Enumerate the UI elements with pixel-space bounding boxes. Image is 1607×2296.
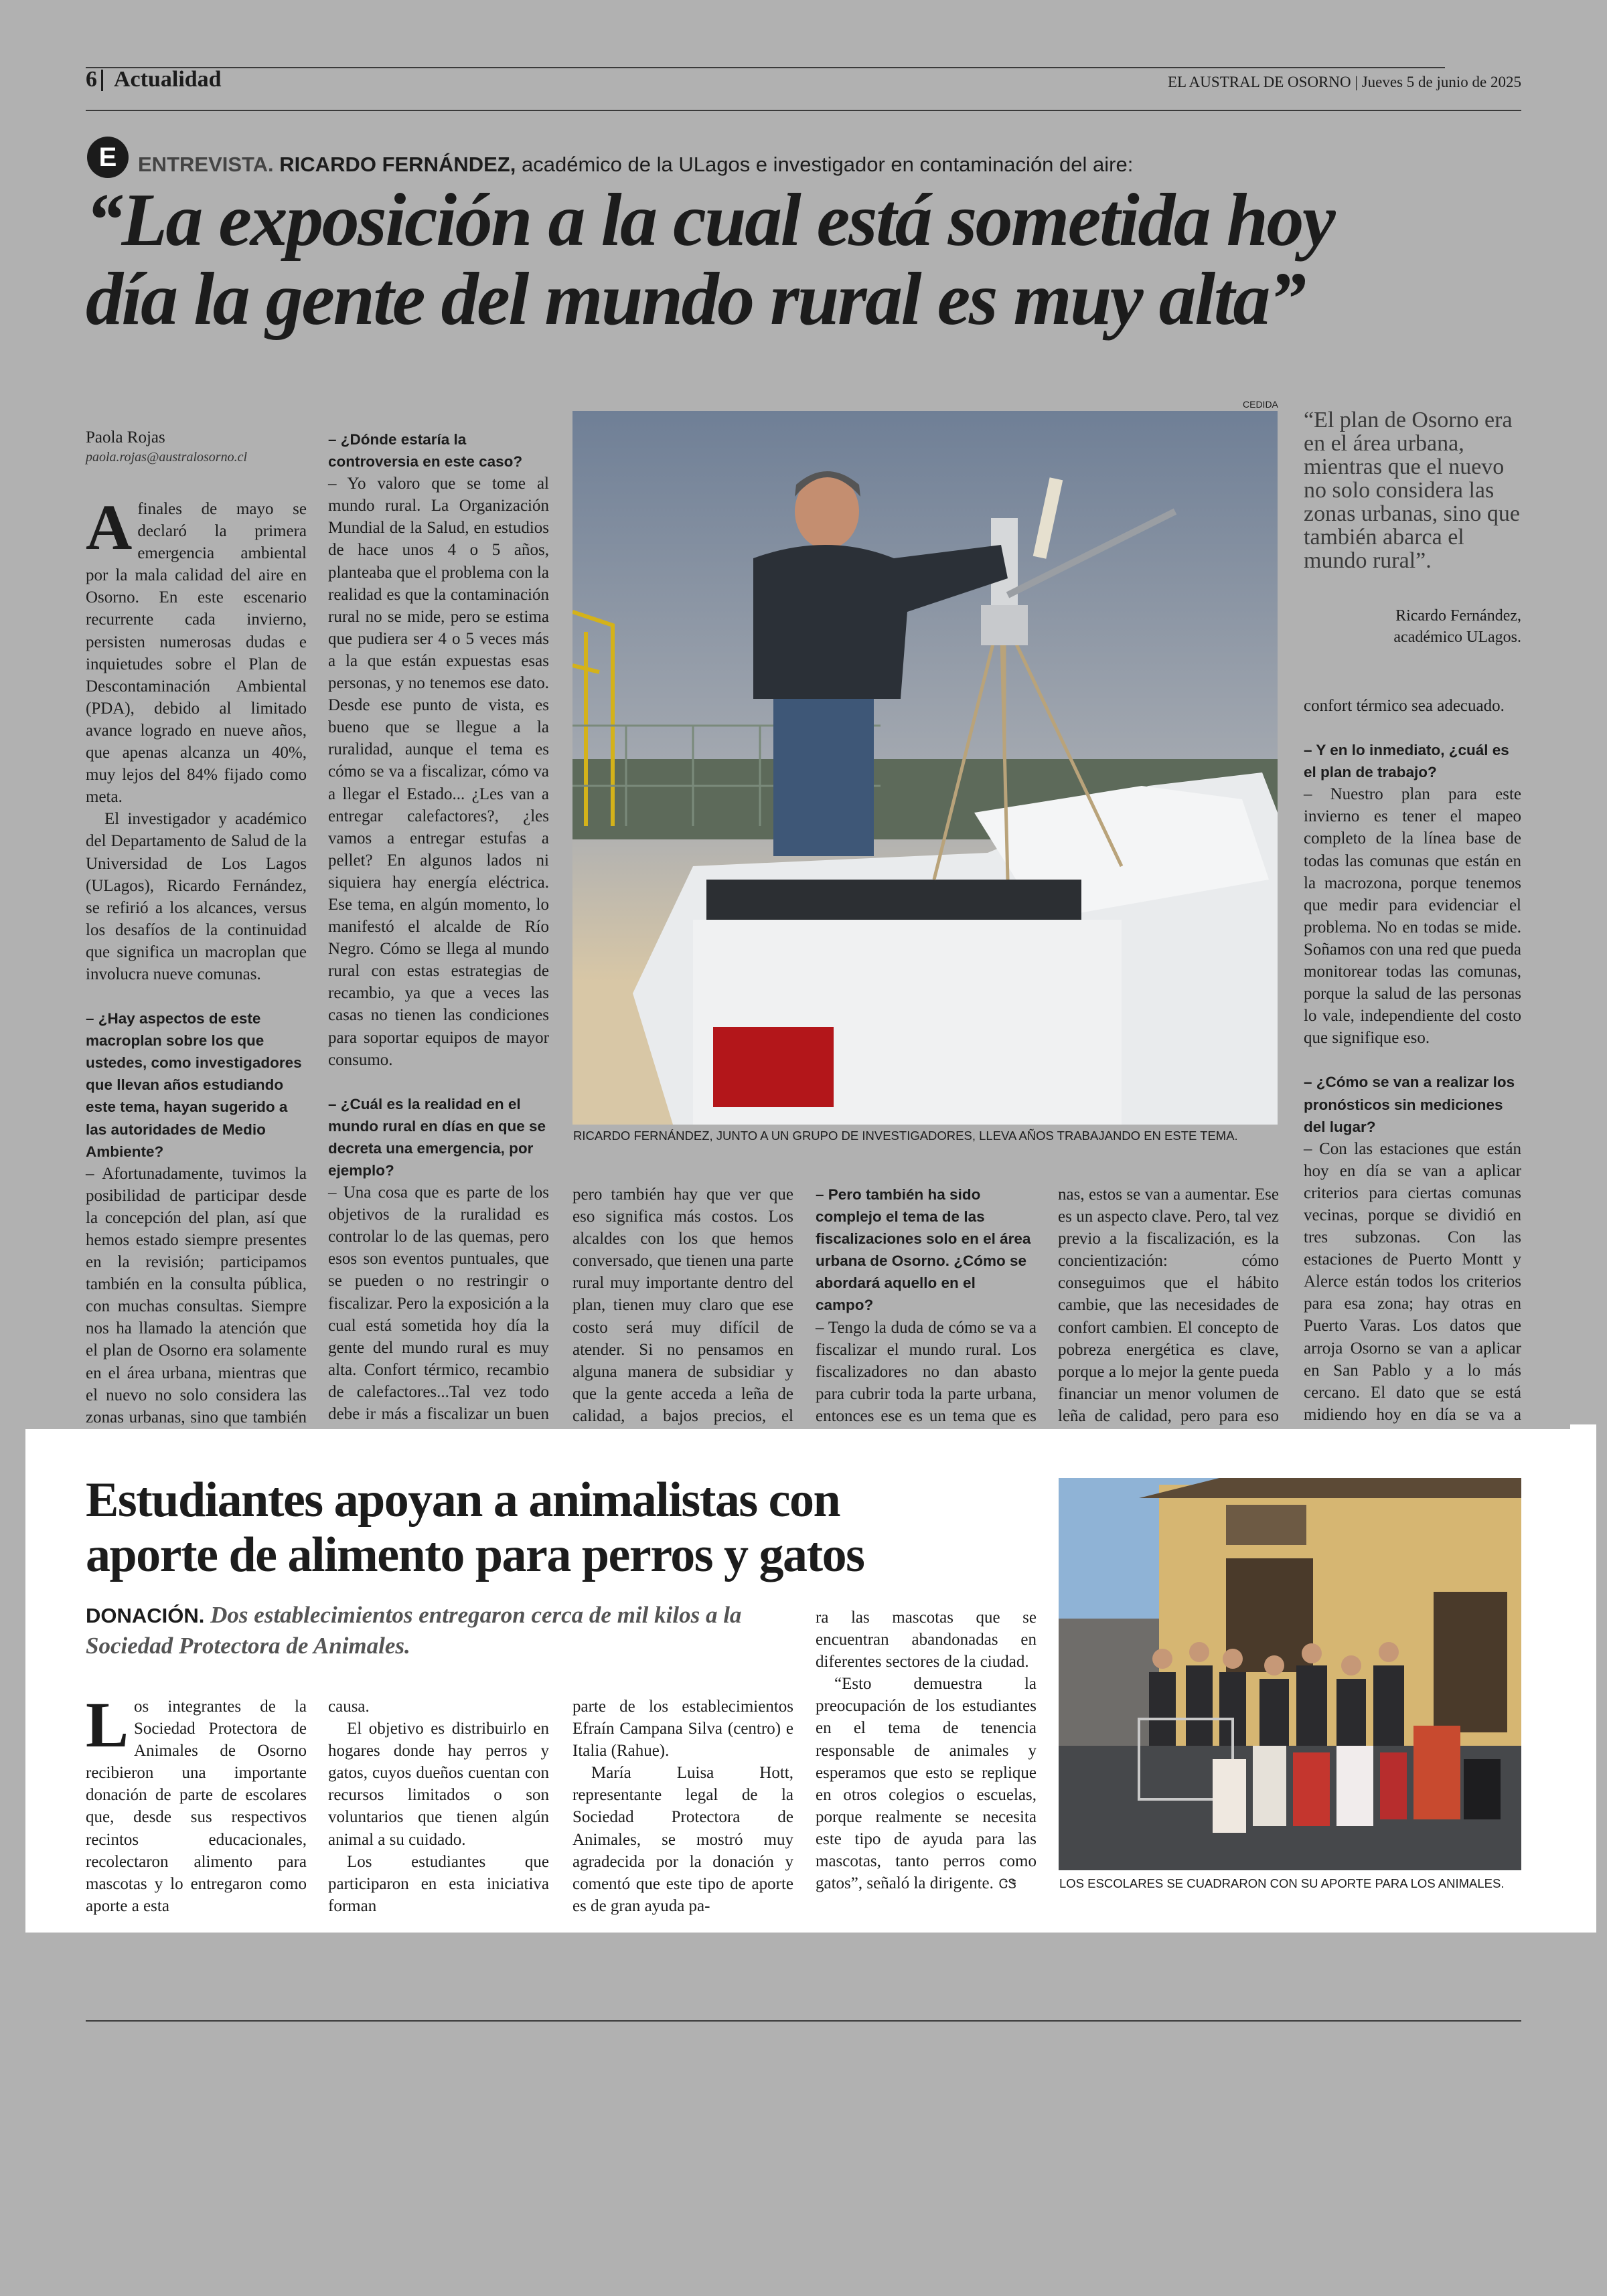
donation-box-notch — [1570, 1424, 1596, 1431]
donation-kicker-label: DONACIÓN. — [86, 1604, 205, 1627]
donation-headline — [86, 1473, 864, 1582]
byline — [86, 428, 247, 465]
photo-students-with-pet-food — [1059, 1478, 1521, 1870]
paragraph: pero también hay que ver que eso significa más costos. Los alcaldes con los que hemos conversado, que tienen una parte rural muy importante dentro del plan, tienen muy claro que ese costo será muy difícil de atender. Si no pensamos en alguna manera de subsidiar y que la gente acceda a leña de calidad, a bajos precios, el — [572, 1185, 793, 1425]
page-number: 6 — [86, 67, 97, 92]
interview-photo — [572, 411, 1278, 1125]
header-top-rule — [86, 67, 1445, 68]
answer: – Yo valoro que se tome al mundo rural. La Organización Mundial de la Salud, en estudios de hace unos 4 o 5 años, planteaba que el problema con la realidad es que la contaminación rural no se mide, pero se estima que pudiera ser 4 o 5 veces más a la que están expuestas esas personas, y no tenemos ese dato. Desde ese punto de vista, es bueno que se llegue a la ruralidad, aunque el tema es cómo se va a fiscalizar, cómo va a llegar el Estado... ¿Les van a entregar calefactores?, ¿les vamos a entregar estufas a pellet? En algunos lados ni siquiera hay energía eléctrica. Ese tema, en algún momento, lo manifestó el alcalde de Río Negro. Cómo se llega al mundo rural con estas estrategias de recambio, ya que a veces las casas no tienen las condiciones para soportar equipos de mayor consumo. — [328, 475, 549, 1069]
question: – Y en lo inmediato, ¿cuál es el plan de trabajo? — [1304, 742, 1509, 781]
answer: – Tengo la duda de cómo se va a fiscalizar el mundo rural. Los fiscalizadores no dan abasto para cubrir toda la parte urbana, entonces ese es un tema que es — [816, 1318, 1037, 1425]
masthead: EL AUSTRAL DE OSORNO — [1167, 74, 1351, 90]
kicker-description: académico de la ULagos e investigador en contaminación del aire: — [521, 153, 1134, 176]
end-mark: ᏣᏕ — [998, 1877, 1017, 1892]
donation-kicker-text: Dos establecimientos entregaron cerca de mil kilos a la Sociedad Protectora de Animales. — [86, 1602, 742, 1659]
section-name: Actualidad — [114, 67, 222, 92]
donation-headline-line-1: Estudiantes apoyan a animalistas con — [86, 1473, 840, 1528]
photo-researcher-with-air-monitor — [572, 411, 1278, 1125]
pull-quote-name: Ricardo Fernández, — [1395, 607, 1521, 625]
question: – Pero también ha sido complejo el tema de las fiscalizaciones solo en el área urbana de Osorno. ¿Cómo se abordará aquello en el campo? — [816, 1186, 1031, 1314]
header-separator — [101, 70, 103, 91]
interview-headline — [86, 181, 1334, 339]
paragraph: causa. — [328, 1698, 370, 1716]
answer — [1304, 1138, 1521, 1471]
paragraph: El investigador y académico del Departamento de Salud de la Universidad de Los Lagos (ULagos), Ricardo Fernández, se refirió a los alcances, versus los desafíos de la continuidad que significa un macroplan que involucra nueve comunas. — [86, 810, 307, 983]
answer: – Afortunadamente, tuvimos la posibilidad de participar desde la concepción del plan, así que hemos estado siempre presentes en la revisión; participamos también en la consulta pública, con muchas consultas. Siempre nos ha llamado la atención que el plan de Osorno era solamente en el área urbana, mientras que el nuevo no solo considera las zonas urbanas, sino que también — [86, 1164, 307, 1426]
answer: – Una cosa que es parte de los objetivos de la ruralidad es controlar lo de las quemas, pero esos son eventos puntuales, que se pueden o no restringir o fiscalizar. Pero la exposición a la cual está sometida hoy día la gente del mundo rural es muy alta. Confort térmico, recambio de calefactores...Tal vez todo debe ir más a fiscalizar un buen — [328, 1183, 549, 1424]
paragraph: “Esto demuestra la preocupación de los estudiantes en el tema de tenencia responsable de animales y esperamos que esto se replique en otros colegios o escuelas, porque realmente se necesita este tipo de ayuda para las mascotas, tanto perros como gatos”, señaló la dirigente. — [816, 1675, 1037, 1893]
dropcap: L — [86, 1689, 129, 1760]
answer: – Nuestro plan para este invierno es tener el mapeo completo de la línea base de todas las comunas que están en la macrozona, porque tenemos que medir para evidenciar el problema. No en todas se mide. Soñamos con una red que pueda monitorear todas las comunas, porque la salud de las personas lo vale, independiente del costo que signifique eso. — [1304, 785, 1521, 1048]
interview-column-4 — [816, 1183, 1037, 1471]
donation-photo-caption: LOS ESCOLARES SE CUADRARON CON SU APORTE PARA LOS ANIMALES. — [1059, 1876, 1505, 1890]
paragraph: El objetivo es distribuirlo en hogares donde hay perros y gatos, cuyos dueños cuentan con recursos limitados o son voluntarios que tienen algún animal a su cuidado. — [328, 1720, 549, 1849]
paragraph: nas, estos se van a aumentar. Ese es un aspecto clave. Pero, tal vez previo a la fiscalización, es la concientización: cómo conseguimos que el hábito cambie, que las necesidades de confort cambien. El concepto de pobreza energética es clave, porque a lo mejor la gente pueda financiar un menor volumen de leña de calidad, pero para eso — [1058, 1185, 1279, 1425]
interview-photo-caption: RICARDO FERNÁNDEZ, JUNTO A UN GRUPO DE INVESTIGADORES, LLEVA AÑOS TRABAJANDO EN ESTE TEMA. — [573, 1129, 1238, 1143]
interview-column-3 — [572, 1183, 793, 1449]
donation-headline-line-2: aporte de alimento para perros y gatos — [86, 1528, 864, 1582]
interview-column-6 — [1304, 695, 1521, 1471]
lead-paragraph: finales de mayo se declaró la primera emergencia ambiental por la mala calidad del aire en Osorno. En este escenario recurrente cada invierno, persisten numerosas dudas e inquietudes sobre el Plan de Descontaminación Ambiental (PDA), debido al limitado avance logrado en nueve años, que apenas alcanza un 40%, muy lejos del 84% fijado como meta. — [86, 500, 307, 807]
interview-badge-letter: E — [98, 143, 117, 172]
donation-column-4 — [816, 1607, 1037, 1896]
donation-column-3 — [572, 1696, 793, 1917]
donation-column-2 — [328, 1696, 549, 1917]
donation-photo — [1059, 1478, 1521, 1870]
author-name: Paola Rojas — [86, 428, 165, 446]
masthead-separator: | — [1355, 74, 1358, 90]
paragraph: María Luisa Hott, representante legal de la Sociedad Protectora de Animales, se mostró muy agradecida por la donación y comentó que este tipo de aporte es de gran ayuda pa- — [572, 1764, 793, 1915]
issue-date: Jueves 5 de junio de 2025 — [1361, 74, 1521, 90]
question: – ¿Dónde estaría la controversia en este caso? — [328, 431, 523, 471]
question: – ¿Cuál es la realidad en el mundo rural en días en que se decreta una emergencia, por ejemplo? — [328, 1095, 546, 1179]
question: – ¿Cómo se van a realizar los pronósticos sin mediciones del lugar? — [1304, 1074, 1515, 1135]
header-bottom-rule — [86, 110, 1521, 111]
question: – ¿Hay aspectos de este macroplan sobre los que ustedes, como investigadores que llevan años estudiando este tema, hayan sugerido a las autoridades de Medio Ambiente? — [86, 1010, 302, 1160]
interview-column-5 — [1058, 1183, 1279, 1449]
interview-column-2 — [328, 428, 549, 1469]
page-bottom-rule — [86, 2020, 1521, 2022]
interview-column-1 — [86, 491, 307, 1473]
headline-line-1: “La exposición a la cual está sometida hoy — [86, 179, 1334, 262]
paragraph: confort térmico sea adecuado. — [1304, 697, 1505, 715]
donation-kicker — [86, 1600, 795, 1661]
kicker-label: ENTREVISTA. — [138, 153, 274, 176]
masthead-line — [1168, 74, 1521, 91]
headline-line-2: día la gente del mundo rural es muy alta” — [86, 258, 1305, 341]
pull-quote: “El plan de Osorno era en el área urbana, mientras que el nuevo no solo considera las zonas urbanas, sino que también abarca el mundo rural”. — [1304, 408, 1520, 573]
pull-quote-role: académico ULagos. — [1393, 629, 1521, 646]
paragraph: Los estudiantes que participaron en esta iniciativa forman — [328, 1852, 549, 1915]
paragraph: ra las mascotas que se encuentran abandonadas en diferentes sectores de la ciudad. — [816, 1609, 1037, 1671]
lead-paragraph: os integrantes de la Sociedad Protectora de Animales de Osorno recibieron una importante donación de parte de escolares que, desde sus respectivos recintos educacionales, recolectaron alimento para mascotas y lo entregaron como aporte a esta — [86, 1698, 307, 1915]
paragraph: parte de los establecimientos Efraín Campana Silva (centro) e Italia (Rahue). — [572, 1698, 793, 1760]
interview-kicker — [138, 153, 1133, 177]
donation-column-1 — [86, 1689, 307, 1917]
photo-credit: CEDIDA — [1243, 399, 1278, 410]
pull-quote-attribution — [1304, 605, 1521, 648]
author-email: paola.rojas@australosorno.cl — [86, 450, 248, 465]
interview-badge — [87, 137, 129, 178]
answer-text: – Con las estaciones que están hoy en día se van a aplicar criterios para ciertas comunas vecinas, porque se dividió en tres subzonas. Con las estaciones de Puerto Montt y Alerce están todos los criterios para esa zona; hay otras en Puerto Varas. Los datos que arroja Osorno se van a aplicar en San Pablo y a lo más cercano. El dato que se está midiendo hoy en día se va a — [1304, 1139, 1521, 1424]
kicker-name: RICARDO FERNÁNDEZ, — [279, 153, 516, 176]
dropcap: A — [86, 491, 133, 563]
